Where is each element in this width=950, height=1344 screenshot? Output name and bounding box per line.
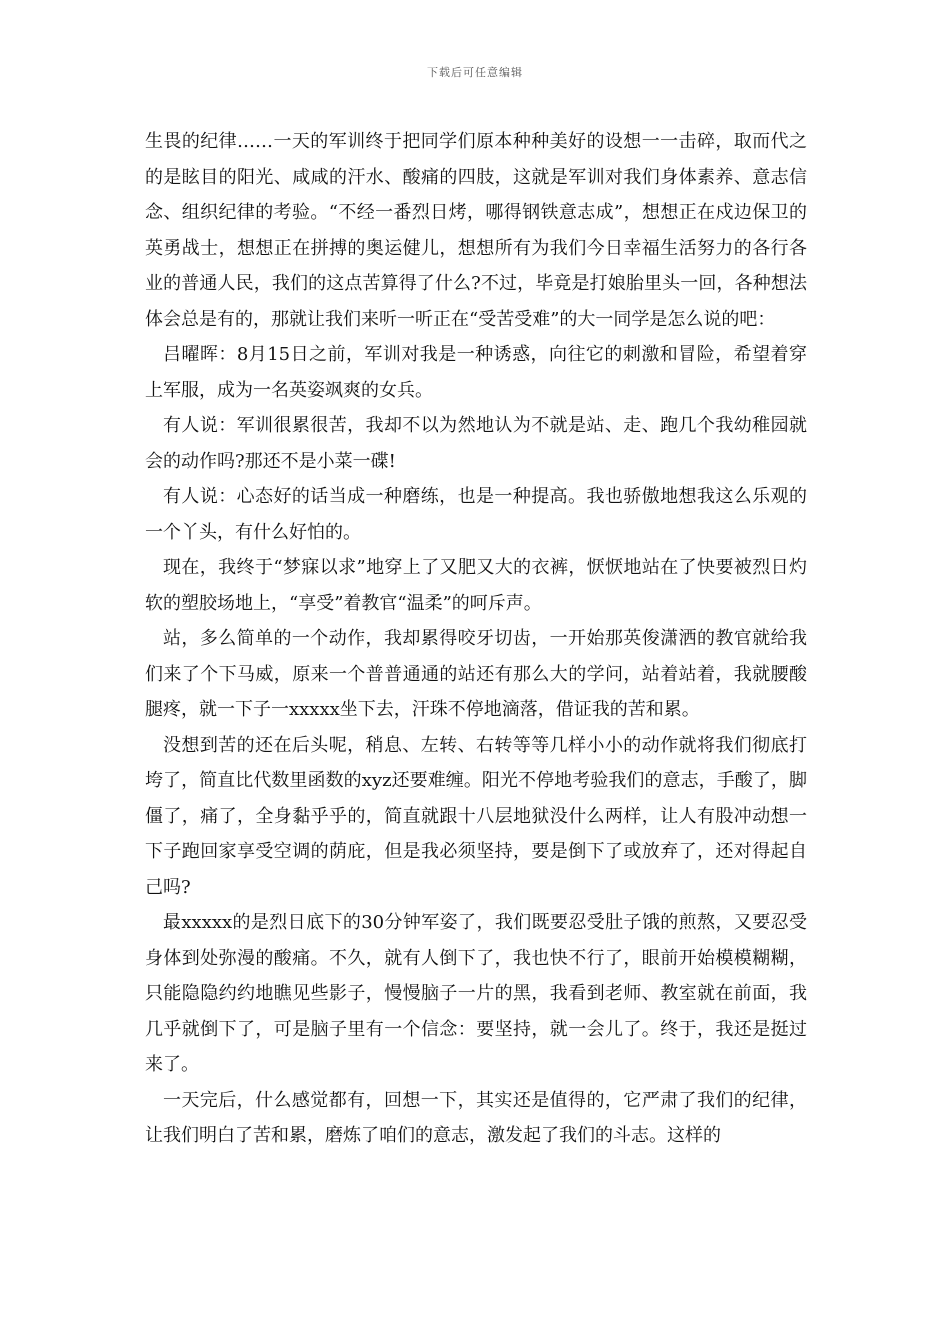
paragraph-3: 有人说：军训很累很苦，我却不以为然地认为不就是站、走、跑几个我幼稚园就会的动作吗?那还不是小菜一碟! (145, 415, 807, 472)
page-header: 下载后可任意编辑 (427, 66, 523, 79)
paragraph-1: 生畏的纪律……一天的军训终于把同学们原本种种美好的设想一一击碎，取而代之的是眩目的阳光、咸咸的汗水、酸痛的四肢，这就是军训对我们身体素养、意志信念、组织纪律的考验。“不经一番烈日烤，哪得钢铁意志成”，想想正在戍边保卫的英勇战士，想想正在拼搏的奥运健儿，想想所有为我们今日幸福生活努力的各行各业的普通人民，我们的这点苦算得了什么?不过，毕竟是打娘胎里头一回，各种想法体会总是有的，那就让我们来听一听正在“受苦受难”的大一同学是怎么说的吧： (145, 131, 807, 330)
paragraph-8: 最xxxxx的是烈日底下的30分钟军姿了，我们既要忍受肚子饿的煎熬，又要忍受身体到处弥漫的酸痛。不久，就有人倒下了，我也快不行了，眼前开始模模糊糊，只能隐隐约约地瞧见些影子，慢慢脑子一片的黑，我看到老师、教室就在前面，我几乎就倒下了，可是脑子里有一个信念：要坚持，就一会儿了。终于，我还是挺过来了。 (145, 912, 807, 1075)
paragraph-6: 站，多么简单的一个动作，我却累得咬牙切齿，一开始那英俊潇洒的教官就给我们来了个下马威，原来一个普普通通的站还有那么大的学问，站着站着，我就腰酸腿疼，就一下子一xxxxx坐下去，汗珠不停地滴落，借证我的苦和累。 (145, 628, 807, 720)
document-body (145, 124, 807, 1154)
paragraph-5: 现在，我终于“梦寐以求”地穿上了又肥又大的衣裤，恹恹地站在了快要被烈日灼软的塑胶场地上，“享受”着教官“温柔”的呵斥声。 (145, 557, 807, 614)
paragraph-9: 一天完后，什么感觉都有，回想一下，其实还是值得的，它严肃了我们的纪律，让我们明白了苦和累，磨炼了咱们的意志，激发起了我们的斗志。这样的 (145, 1089, 807, 1146)
paragraph-2: 吕曜晖：8月15日之前，军训对我是一种诱惑，向往它的刺激和冒险，希望着穿上军服，成为一名英姿飒爽的女兵。 (145, 344, 807, 401)
paragraph-4: 有人说：心态好的话当成一种磨练，也是一种提高。我也骄傲地想我这么乐观的一个丫头，有什么好怕的。 (145, 486, 807, 543)
paragraph-7: 没想到苦的还在后头呢，稍息、左转、右转等等几样小小的动作就将我们彻底打垮了，简直比代数里函数的xyz还要难缠。阳光不停地考验我们的意志，手酸了，脚僵了，痛了，全身黏乎乎的，简直就跟十八层地狱没什么两样，让人有股冲动想一下子跑回家享受空调的荫庇，但是我必须坚持，要是倒下了或放弃了，还对得起自己吗? (145, 734, 807, 898)
